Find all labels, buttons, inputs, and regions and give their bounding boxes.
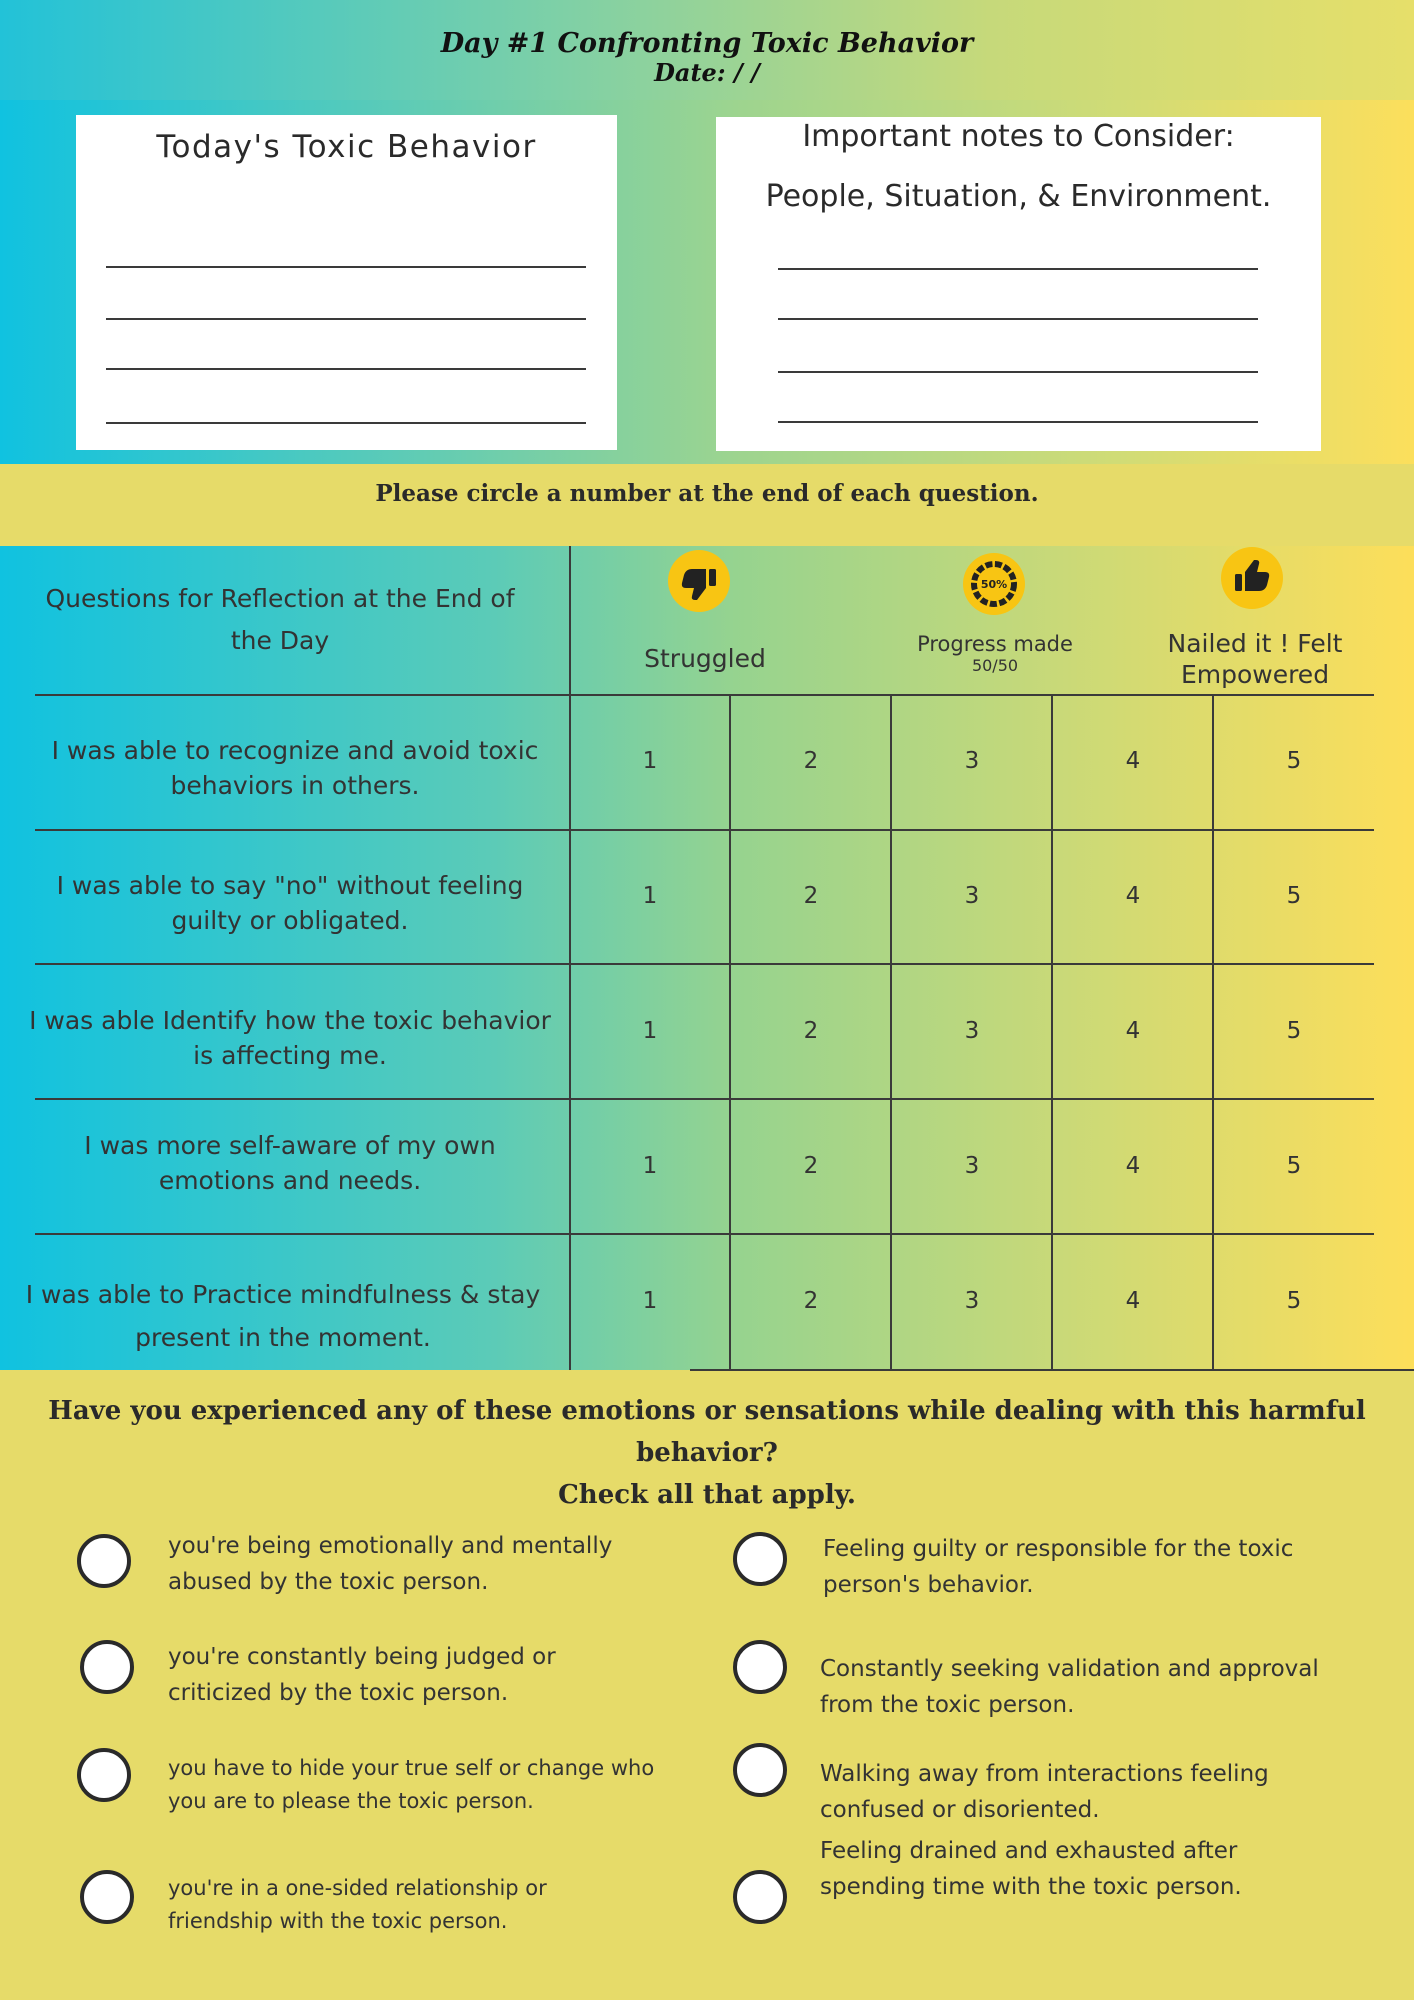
table-divider: [35, 829, 1374, 831]
option-checkbox[interactable]: [77, 1748, 131, 1802]
rating-cell[interactable]: 1: [642, 1288, 658, 1314]
option-label: Feeling guilty or responsible for the toxic person's behavior.: [823, 1536, 1294, 1598]
toxic-behavior-card: [76, 115, 617, 450]
option-checkbox[interactable]: [733, 1870, 787, 1924]
option-checkbox[interactable]: [77, 1534, 131, 1588]
question-1: I was able to recognize and avoid toxic behaviors in others.: [51, 736, 539, 800]
writing-line[interactable]: [106, 422, 586, 424]
table-divider: [35, 1098, 1374, 1100]
svg-text:50%: 50%: [980, 578, 1008, 591]
table-divider: [35, 1233, 1374, 1235]
rating-cell[interactable]: 3: [964, 1288, 980, 1314]
option-label: you're in a one-sided relationship or friendship with the toxic person.: [168, 1876, 547, 1933]
rating-cell[interactable]: 3: [964, 1153, 980, 1179]
writing-line[interactable]: [778, 371, 1258, 373]
rating-cell[interactable]: 4: [1125, 883, 1141, 909]
rating-cell[interactable]: 5: [1286, 883, 1302, 909]
scale-low-label: Struggled: [644, 644, 766, 673]
emotions-check-all: Check all that apply.: [558, 1480, 856, 1510]
option-checkbox[interactable]: [733, 1640, 787, 1694]
rating-cell[interactable]: 2: [803, 1288, 819, 1314]
page-title: Day #1 Confronting Toxic Behavior: [440, 28, 974, 59]
scale-mid-sub: 50/50: [971, 656, 1019, 675]
emotions-title: [0, 1390, 1414, 1516]
rating-cell[interactable]: 3: [964, 748, 980, 774]
rating-cell[interactable]: 4: [1125, 748, 1141, 774]
option-label: you're constantly being judged or criticized by the toxic person.: [168, 1644, 556, 1706]
option-label: you're being emotionally and mentally abused by the toxic person.: [168, 1533, 613, 1595]
emotions-question: Have you experienced any of these emotions or sensations while dealing with this harmful behavior?: [48, 1396, 1366, 1468]
rating-cell[interactable]: 5: [1286, 1153, 1302, 1179]
rating-cell[interactable]: 4: [1125, 1153, 1141, 1179]
thumbs-up-icon: [1221, 547, 1283, 609]
instruction-text: Please circle a number at the end of each question.: [375, 480, 1039, 507]
progress-50-icon: [963, 553, 1025, 615]
option-label: you have to hide your true self or change who you are to please the toxic person.: [168, 1756, 655, 1813]
option-label: Feeling drained and exhausted after spending time with the toxic person.: [820, 1838, 1242, 1900]
question-2: I was able to say "no" without feeling guilty or obligated.: [56, 871, 524, 935]
question-4: I was more self-aware of my own emotions and needs.: [84, 1131, 496, 1195]
option-label: Walking away from interactions feeling confused or disoriented.: [820, 1761, 1269, 1823]
option-checkbox[interactable]: [733, 1532, 787, 1586]
rating-cell[interactable]: 1: [642, 1153, 658, 1179]
option-checkbox[interactable]: [80, 1870, 134, 1924]
rating-cell[interactable]: 2: [803, 748, 819, 774]
rating-cell[interactable]: 4: [1125, 1018, 1141, 1044]
rating-cell[interactable]: 3: [964, 1018, 980, 1044]
rating-cell[interactable]: 1: [642, 883, 658, 909]
question-5: I was able to Practice mindfulness & stay present in the moment.: [25, 1280, 541, 1352]
option-label: Constantly seeking validation and approval from the toxic person.: [820, 1656, 1319, 1718]
notes-heading: Important notes to Consider:: [802, 119, 1235, 154]
table-divider: [35, 963, 1374, 965]
toxic-behavior-heading: Today's Toxic Behavior: [156, 129, 537, 165]
option-checkbox[interactable]: [733, 1743, 787, 1797]
thumbs-down-icon: [668, 550, 730, 612]
scale-high-label: Nailed it ! Felt Empowered: [1167, 629, 1343, 689]
date-label: Date: / /: [654, 58, 760, 87]
table-divider: [569, 546, 571, 1370]
rating-cell[interactable]: 1: [642, 748, 658, 774]
writing-line[interactable]: [778, 268, 1258, 270]
rating-cell[interactable]: 3: [964, 883, 980, 909]
rating-cell[interactable]: 5: [1286, 748, 1302, 774]
writing-line[interactable]: [106, 368, 586, 370]
scale-mid-label: Progress made: [917, 632, 1073, 656]
questions-header: Questions for Reflection at the End of the Day: [45, 584, 515, 655]
notes-subheading: People, Situation, & Environment.: [765, 179, 1272, 214]
rating-cell[interactable]: 4: [1125, 1288, 1141, 1314]
rating-cell[interactable]: 1: [642, 1018, 658, 1044]
important-notes-card: [716, 117, 1321, 451]
rating-cell[interactable]: 2: [803, 1153, 819, 1179]
writing-line[interactable]: [778, 421, 1258, 423]
rating-cell[interactable]: 5: [1286, 1288, 1302, 1314]
writing-line[interactable]: [106, 266, 586, 268]
question-3: I was able Identify how the toxic behavior is affecting me.: [29, 1006, 551, 1070]
rating-cell[interactable]: 2: [803, 883, 819, 909]
rating-cell[interactable]: 2: [803, 1018, 819, 1044]
writing-line[interactable]: [106, 318, 586, 320]
rating-cell[interactable]: 5: [1286, 1018, 1302, 1044]
writing-line[interactable]: [778, 318, 1258, 320]
option-checkbox[interactable]: [80, 1640, 134, 1694]
table-divider: [35, 694, 1374, 696]
